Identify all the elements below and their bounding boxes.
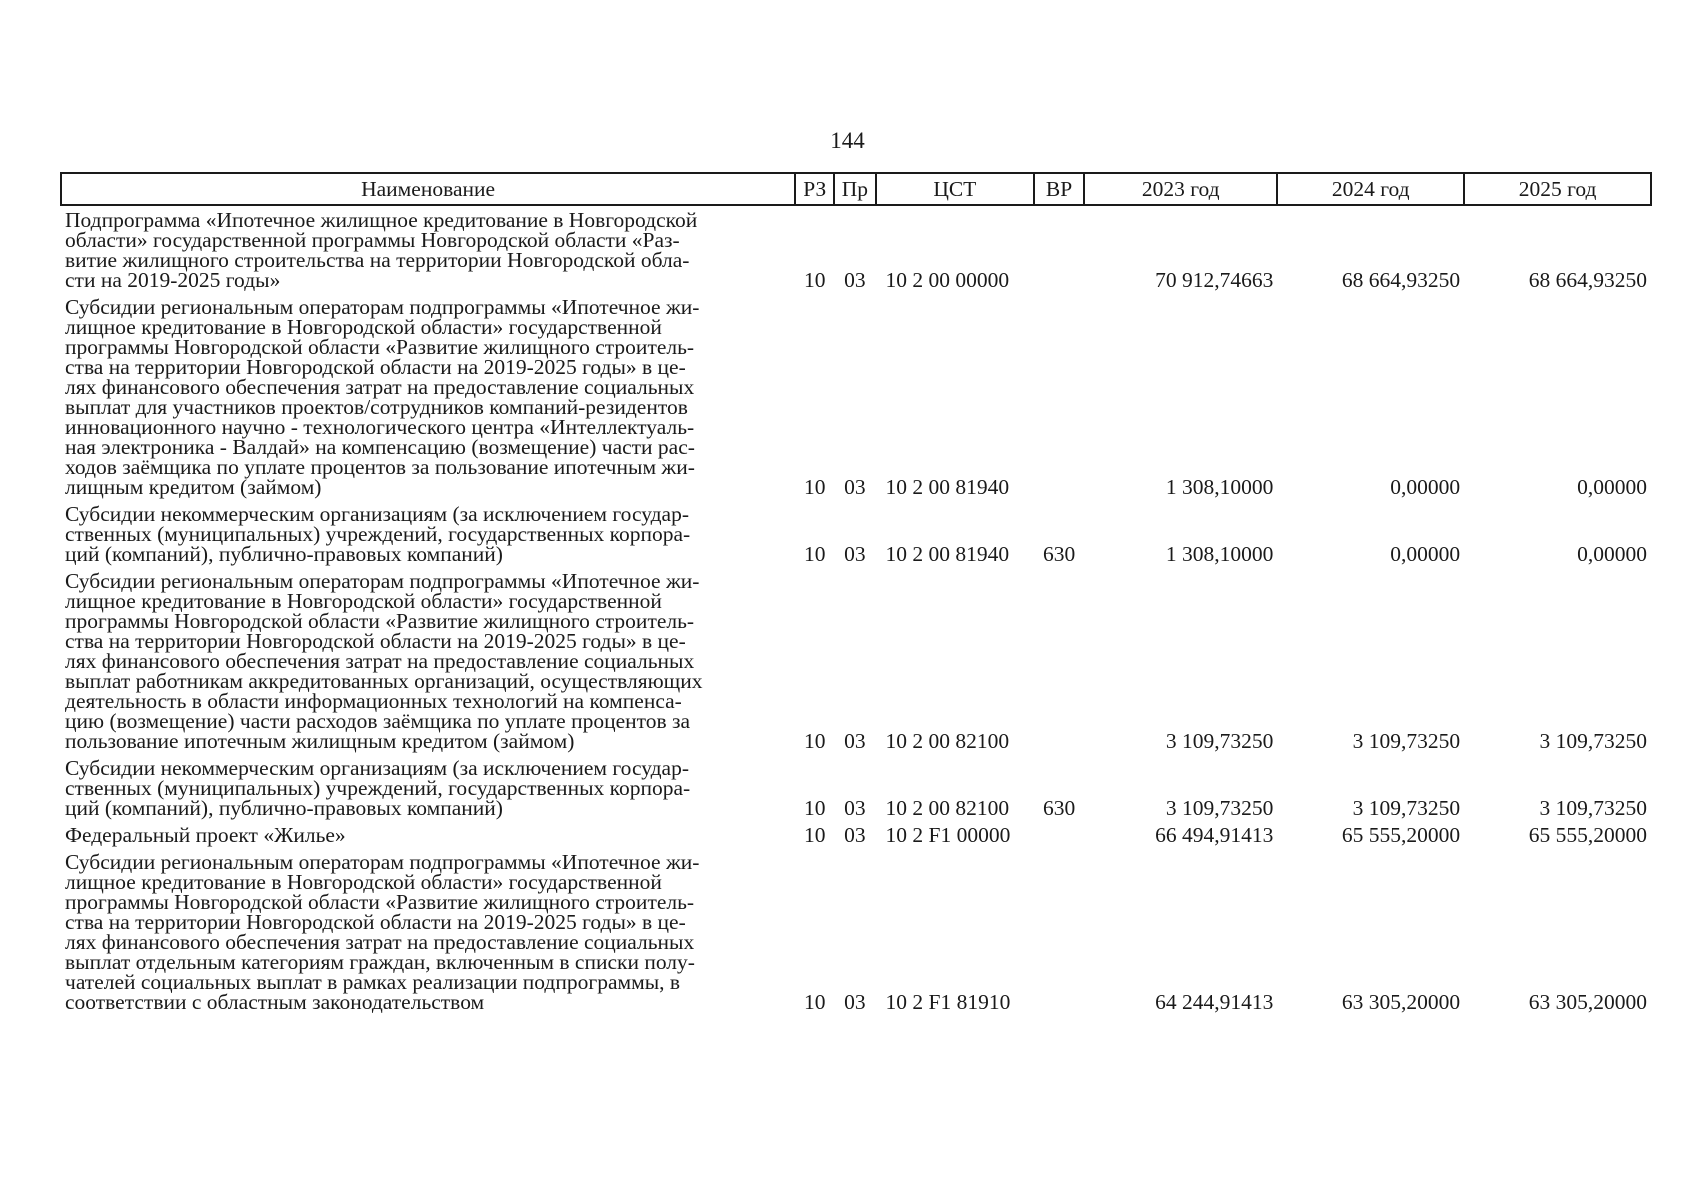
- row-name-line: Субсидии некоммерческим организациям (за исключением государ-: [65, 756, 689, 780]
- row-rz: 10: [803, 729, 826, 753]
- header-name: Наименование: [61, 173, 795, 205]
- row-name-line: выплат работникам аккредитованных организаций, осуществляющих: [65, 669, 703, 693]
- row-name-line: витие жилищного строительства на территории Новгородской обла-: [65, 248, 690, 272]
- row-pr: 03: [844, 729, 866, 753]
- row-value-2025: 65 555,20000: [1528, 823, 1647, 847]
- row-rz: 10: [803, 796, 826, 820]
- row-vr: [1034, 291, 1084, 498]
- row-value-2023: 64 244,91413: [1155, 990, 1274, 1014]
- row-value-2023: 3 109,73250: [1165, 796, 1274, 820]
- row-value-2023: 3 109,73250: [1165, 729, 1274, 753]
- row-name-line: программы Новгородской области «Развитие жилищного строитель-: [65, 335, 695, 359]
- row-value-2023: 66 494,91413: [1155, 823, 1274, 847]
- row-rz: 10: [803, 475, 826, 499]
- row-name-line: лищное кредитование в Новгородской области» государственной: [65, 315, 662, 339]
- table-row: [61, 846, 1651, 1013]
- row-value-2024: 68 664,93250: [1341, 268, 1461, 292]
- row-rz: 10: [803, 268, 826, 292]
- row-vr: [1034, 819, 1084, 846]
- row-value-2024: 0,00000: [1390, 542, 1461, 566]
- row-name-line: лищным кредитом (займом): [65, 475, 322, 499]
- row-pr: 03: [844, 990, 866, 1014]
- table-row: [61, 752, 1651, 819]
- row-vr: [1034, 565, 1084, 752]
- row-vr: 630: [1042, 542, 1076, 566]
- row-vr: [1034, 846, 1084, 1013]
- row-name-line: области» государственной программы Новгородской области «Раз-: [65, 228, 680, 252]
- row-cst: 10 2 00 81940: [885, 475, 1010, 499]
- row-name-line: ственных (муниципальных) учреждений, государственных корпора-: [65, 522, 691, 546]
- row-name-line: ходов заёмщика по уплате процентов за пользование ипотечным жи-: [65, 455, 695, 479]
- row-pr: 03: [844, 268, 866, 292]
- row-value-2023: 1 308,10000: [1165, 542, 1274, 566]
- row-name-line: инновационного научно - технологического центра «Интеллектуаль-: [65, 415, 695, 439]
- row-name: [61, 846, 795, 1013]
- row-name-line: программы Новгородской области «Развитие жилищного строитель-: [65, 890, 695, 914]
- table-row: [61, 205, 1651, 291]
- header-rz: РЗ: [795, 173, 834, 205]
- row-name: [61, 205, 795, 291]
- row-cst: 10 2 00 82100: [885, 729, 1010, 753]
- row-name-line: чателей социальных выплат в рамках реализации подпрограммы, в: [65, 970, 681, 994]
- row-value-2024: 63 305,20000: [1341, 990, 1461, 1014]
- row-name: [61, 565, 795, 752]
- row-name-line: Субсидии некоммерческим организациям (за исключением государ-: [65, 502, 689, 526]
- row-name: [61, 291, 795, 498]
- row-cst: 10 2 00 00000: [885, 268, 1010, 292]
- row-name-line: лях финансового обеспечения затрат на предоставление социальных: [65, 375, 695, 399]
- header-vr: ВР: [1034, 173, 1084, 205]
- row-name-line: выплат отдельным категориям граждан, включенным в списки полу-: [65, 950, 695, 974]
- row-name-line: ций (компаний), публично-правовых компаний): [65, 542, 503, 566]
- row-name-line: Субсидии региональным операторам подпрограммы «Ипотечное жи-: [65, 295, 700, 319]
- row-name-line: пользование ипотечным жилищным кредитом (займом): [65, 729, 575, 753]
- row-pr: 03: [844, 542, 866, 566]
- row-name-line: сти на 2019-2025 годы»: [65, 268, 281, 292]
- row-name-line: ственных (муниципальных) учреждений, государственных корпора-: [65, 776, 691, 800]
- row-name-line: деятельность в области информационных технологий на компенса-: [65, 689, 682, 713]
- header-pr: Пр: [834, 173, 875, 205]
- row-rz: 10: [803, 542, 826, 566]
- table-body: [61, 205, 1651, 1013]
- row-rz: 10: [803, 823, 826, 847]
- row-value-2025: 0,00000: [1577, 475, 1647, 499]
- row-cst: 10 2 F1 81910: [885, 990, 1011, 1014]
- row-pr: 03: [844, 796, 866, 820]
- row-name-line: соответствии с областным законодательством: [65, 990, 485, 1014]
- row-vr: [1034, 205, 1084, 291]
- header-cst: ЦСТ: [876, 173, 1035, 205]
- header-2023: 2023 год: [1084, 173, 1277, 205]
- row-value-2024: 65 555,20000: [1341, 823, 1461, 847]
- row-name-line: лищное кредитование в Новгородской области» государственной: [65, 870, 662, 894]
- row-value-2023: 1 308,10000: [1165, 475, 1274, 499]
- row-value-2023: 70 912,74663: [1155, 268, 1274, 292]
- row-cst: 10 2 F1 00000: [885, 823, 1011, 847]
- row-name-line: ства на территории Новгородской области на 2019-2025 годы» в це-: [65, 910, 686, 934]
- row-name-line: лях финансового обеспечения затрат на предоставление социальных: [65, 930, 695, 954]
- table-row: [61, 498, 1651, 565]
- budget-table: [60, 172, 1652, 1013]
- table-row: [61, 565, 1651, 752]
- row-name-line: ства на территории Новгородской области на 2019-2025 годы» в це-: [65, 355, 686, 379]
- row-name-line: ная электроника - Валдай» на компенсацию (возмещение) части рас-: [65, 435, 695, 459]
- row-name-line: лищное кредитование в Новгородской области» государственной: [65, 589, 662, 613]
- row-name: [61, 752, 795, 819]
- row-name: [61, 819, 795, 846]
- row-value-2025: 68 664,93250: [1528, 268, 1647, 292]
- row-name-line: цию (возмещение) части расходов заёмщика по уплате процентов за: [65, 709, 691, 733]
- row-value-2025: 3 109,73250: [1539, 729, 1647, 753]
- row-value-2025: 0,00000: [1577, 542, 1647, 566]
- row-name-line: выплат для участников проектов/сотрудников компаний-резидентов: [65, 395, 688, 419]
- row-value-2024: 3 109,73250: [1352, 729, 1461, 753]
- row-name-line: Субсидии региональным операторам подпрограммы «Ипотечное жи-: [65, 850, 700, 874]
- row-value-2024: 3 109,73250: [1352, 796, 1461, 820]
- header-2024: 2024 год: [1277, 173, 1464, 205]
- row-name-line: Субсидии региональным операторам подпрограммы «Ипотечное жи-: [65, 569, 700, 593]
- row-pr: 03: [844, 475, 866, 499]
- row-name: [61, 498, 795, 565]
- header-row: [61, 173, 1651, 205]
- header-2025: 2025 год: [1464, 173, 1651, 205]
- row-name-line: лях финансового обеспечения затрат на предоставление социальных: [65, 649, 695, 673]
- row-name-line: Федеральный проект «Жилье»: [65, 823, 346, 847]
- row-name-line: ства на территории Новгородской области на 2019-2025 годы» в це-: [65, 629, 686, 653]
- row-value-2024: 0,00000: [1390, 475, 1461, 499]
- row-name-line: Подпрограмма «Ипотечное жилищное кредитование в Новгородской: [65, 208, 698, 232]
- table-row: [61, 291, 1651, 498]
- row-rz: 10: [803, 990, 826, 1014]
- row-value-2025: 63 305,20000: [1528, 990, 1647, 1014]
- page-number: 144: [830, 128, 865, 153]
- row-pr: 03: [844, 823, 866, 847]
- row-vr: 630: [1042, 796, 1076, 820]
- row-cst: 10 2 00 81940: [885, 542, 1010, 566]
- row-name-line: программы Новгородской области «Развитие жилищного строитель-: [65, 609, 695, 633]
- row-cst: 10 2 00 82100: [885, 796, 1010, 820]
- table-row: [61, 819, 1651, 846]
- row-name-line: ций (компаний), публично-правовых компаний): [65, 796, 503, 820]
- row-value-2025: 3 109,73250: [1539, 796, 1647, 820]
- table-header: [61, 173, 1651, 205]
